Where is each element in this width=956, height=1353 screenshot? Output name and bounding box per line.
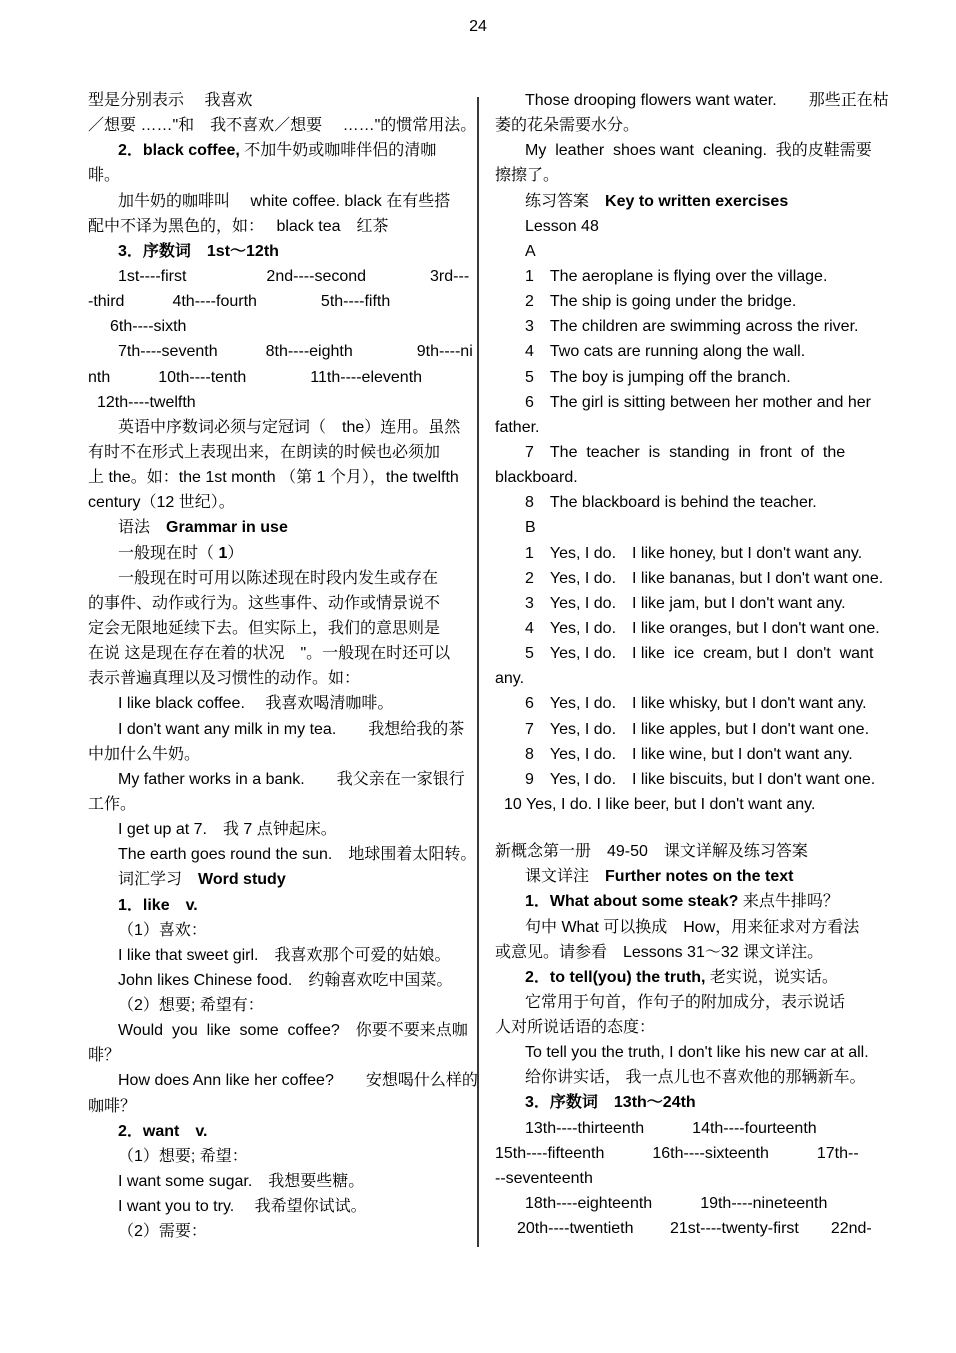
- text-line: blackboard.: [495, 469, 578, 487]
- text-line: 6 Yes, I do. I like whisky, but I don't want any.: [525, 695, 867, 713]
- text-line: [495, 1090, 875, 1115]
- text-line: （2）想要; 希望有：: [118, 997, 264, 1015]
- text-line: Would you like some coffee? 你要不要来点咖: [118, 1022, 468, 1040]
- text-line: 人对所说话语的态度：: [495, 1019, 656, 1037]
- text-line: 1 The aeroplane is flying over the village.: [525, 267, 828, 285]
- bold-text-segment: Key to written exercises: [605, 192, 789, 210]
- text-line: 或意见。请参看 Lessons 31～32 课文详注。: [495, 943, 824, 961]
- text-line: 12th----twelfth: [97, 393, 196, 411]
- text-segment: ）: [227, 544, 244, 562]
- text-line: [495, 889, 875, 914]
- text-line: 3 The children are swimming across the river.: [525, 318, 859, 336]
- text-line: 型是分别表示 我喜欢: [88, 92, 253, 109]
- page-number: 24: [469, 18, 487, 35]
- bold-text-segment: Further notes on the text: [605, 868, 794, 886]
- text-line: Those drooping flowers want water. 那些正在枯: [525, 92, 889, 109]
- text-line: Lesson 48: [525, 217, 599, 235]
- text-line: B: [525, 519, 536, 537]
- bold-text-segment: 3．序数词 13th～24th: [525, 1094, 696, 1112]
- text-line: [88, 541, 478, 566]
- text-line: How does Ann like her coffee? 安想喝什么样的: [118, 1072, 478, 1090]
- text-line: 5 The boy is jumping off the branch.: [525, 368, 791, 386]
- text-line: 有时不在形式上表现出来，在朗读的时候也必须加: [88, 443, 441, 461]
- text-line: I want you to try. 我希望你试试。: [118, 1198, 367, 1216]
- text-line: 给你讲实话， 我一点儿也不喜欢他的那辆新车。: [525, 1069, 866, 1087]
- text-line: 10 Yes, I do. I like beer, but I don't want any.: [504, 795, 816, 813]
- text-line: 新概念第一册 49-50 课文详解及练习答案: [495, 843, 808, 861]
- text-line: 15th----fifteenth 16th----sixteenth 17th--: [495, 1144, 859, 1162]
- text-line: I don't want any milk in my tea. 我想给我的茶: [118, 720, 465, 738]
- text-line: 上 the。如：the 1st month （第 1 个月），the twelfth: [88, 469, 459, 487]
- text-line: 工作。: [88, 795, 137, 813]
- text-line: --seventeenth: [495, 1169, 593, 1187]
- text-line: 1 Yes, I do. I like honey, but I don't want any.: [525, 544, 863, 562]
- text-line: 4 Two cats are running along the wall.: [525, 343, 806, 361]
- text-line: 6 The girl is sitting between her mother and her: [525, 393, 871, 411]
- right-column: [495, 88, 889, 1241]
- bold-text-segment: 2．want v.: [118, 1122, 208, 1140]
- text-line: [88, 1119, 478, 1144]
- bold-text-segment: 1: [218, 544, 228, 562]
- text-line: 啡？: [88, 1047, 121, 1065]
- text-line: 表示普遍真理以及习惯性的动作。如：: [88, 670, 361, 688]
- text-line: 擦擦了。: [495, 167, 560, 185]
- text-line: nth 10th----tenth 11th----eleventh: [88, 368, 423, 386]
- bold-text-segment: Grammar in use: [166, 519, 288, 537]
- bold-text-segment: 2．black coffee,: [118, 142, 240, 160]
- text-line: 啡。: [88, 167, 121, 185]
- text-line: My father works in a bank. 我父亲在一家银行: [118, 770, 465, 788]
- text-line: 8 Yes, I do. I like wine, but I don't want any.: [525, 745, 853, 763]
- text-segment: 来点牛排吗？: [738, 893, 839, 911]
- text-line: 咖啡？: [88, 1097, 137, 1115]
- bold-text-segment: 1．What about some steak?: [525, 893, 739, 911]
- text-line: 的事件、动作或行为。这些事件、动作或情景说不: [88, 594, 441, 612]
- text-line: [88, 138, 478, 163]
- text-line: I like black coffee. 我喜欢喝清咖啡。: [118, 695, 394, 713]
- text-segment: 语法: [118, 519, 167, 537]
- bold-text-segment: Word study: [198, 871, 286, 889]
- text-line: 20th----twentieth 21st----twenty-first 22nd-: [517, 1220, 872, 1238]
- text-line: 一般现在时可用以陈述现在时段内发生或存在: [118, 569, 439, 587]
- text-line: any.: [495, 670, 525, 688]
- text-line: [495, 965, 875, 990]
- text-line: -third 4th----fourth 5th----fifth: [88, 293, 391, 311]
- text-line: [495, 864, 875, 889]
- text-line: I like that sweet girl. 我喜欢那个可爱的姑娘。: [118, 946, 451, 964]
- text-line: 1st----first 2nd----second 3rd---: [118, 267, 470, 285]
- text-line: 配中不译为黑色的，如： black tea 红茶: [88, 217, 389, 235]
- text-line: John likes Chinese food. 约翰喜欢吃中国菜。: [118, 971, 453, 989]
- text-line: 13th----thirteenth 14th----fourteenth: [525, 1119, 817, 1137]
- text-line: [495, 817, 875, 839]
- text-line: 7 The teacher is standing in front of the: [525, 443, 846, 461]
- text-line: ／想要 ……"和 我不喜欢／想要 ……"的惯常用法。: [88, 117, 477, 135]
- text-segment: 一般现在时（: [118, 544, 219, 562]
- text-segment: 老实说，说实话。: [705, 968, 838, 986]
- text-line: [88, 867, 478, 892]
- text-line: （1）喜欢：: [118, 921, 207, 939]
- text-line: 5 Yes, I do. I like ice cream, but I don't want: [525, 645, 874, 663]
- text-line: 定会无限地延续下去。但实际上，我们的意思则是: [88, 619, 441, 637]
- text-segment: 课文详注: [525, 868, 606, 886]
- text-line: （1）想要; 希望：: [118, 1147, 248, 1165]
- text-line: [88, 239, 478, 264]
- text-line: （2）需要：: [118, 1223, 207, 1241]
- bold-text-segment: 3．序数词 1st～12th: [118, 242, 279, 260]
- text-line: I get up at 7. 我 7 点钟起床。: [118, 821, 337, 839]
- text-line: My leather shoes want cleaning. 我的皮鞋需要: [525, 142, 872, 160]
- bold-text-segment: 1．like v.: [118, 896, 198, 914]
- text-line: 中加什么牛奶。: [88, 745, 201, 763]
- text-line: 7 Yes, I do. I like apples, but I don't want one.: [525, 720, 870, 738]
- text-line: 在说 这是现在存在着的状况 "。一般现在时还可以: [88, 645, 451, 663]
- text-line: 加牛奶的咖啡叫 white coffee. black 在有些搭: [118, 192, 451, 210]
- text-line: 7th----seventh 8th----eighth 9th----ni: [118, 343, 473, 361]
- text-line: 9 Yes, I do. I like biscuits, but I don't want one.: [525, 770, 876, 788]
- text-segment: 不加牛奶或咖啡伴侣的清咖: [239, 142, 437, 160]
- text-line: 萎的花朵需要水分。: [495, 117, 640, 135]
- text-line: [495, 189, 875, 214]
- text-segment: 练习答案: [525, 192, 606, 210]
- text-line: 8 The blackboard is behind the teacher.: [525, 494, 817, 512]
- text-line: [88, 515, 478, 540]
- text-line: 2 Yes, I do. I like bananas, but I don't want one.: [525, 569, 884, 587]
- text-line: 2 The ship is going under the bridge.: [525, 293, 797, 311]
- bold-text-segment: 2．to tell(you) the truth,: [525, 968, 706, 986]
- text-line: 句中 What 可以换成 How，用来征求对方看法: [525, 918, 860, 936]
- text-line: 4 Yes, I do. I like oranges, but I don't want one.: [525, 619, 880, 637]
- text-line: 英语中序数词必须与定冠词（ the）连用。虽然: [118, 418, 461, 436]
- text-line: I want some sugar. 我想要些糖。: [118, 1173, 365, 1191]
- text-line: A: [525, 242, 536, 260]
- text-line: century（12 世纪）。: [88, 494, 235, 512]
- text-line: 它常用于句首，作句子的附加成分，表示说话: [525, 993, 846, 1011]
- text-line: 18th----eighteenth 19th----nineteenth: [525, 1195, 828, 1213]
- text-line: [88, 893, 478, 918]
- left-column: [88, 88, 478, 1244]
- text-line: The earth goes round the sun. 地球围着太阳转。: [118, 846, 477, 864]
- text-line: 6th----sixth: [110, 318, 187, 336]
- text-line: To tell you the truth, I don't like his new car at all.: [525, 1044, 869, 1062]
- text-line: 3 Yes, I do. I like jam, but I don't want any.: [525, 594, 846, 612]
- text-line: father.: [495, 418, 540, 436]
- text-segment: 词汇学习: [118, 871, 199, 889]
